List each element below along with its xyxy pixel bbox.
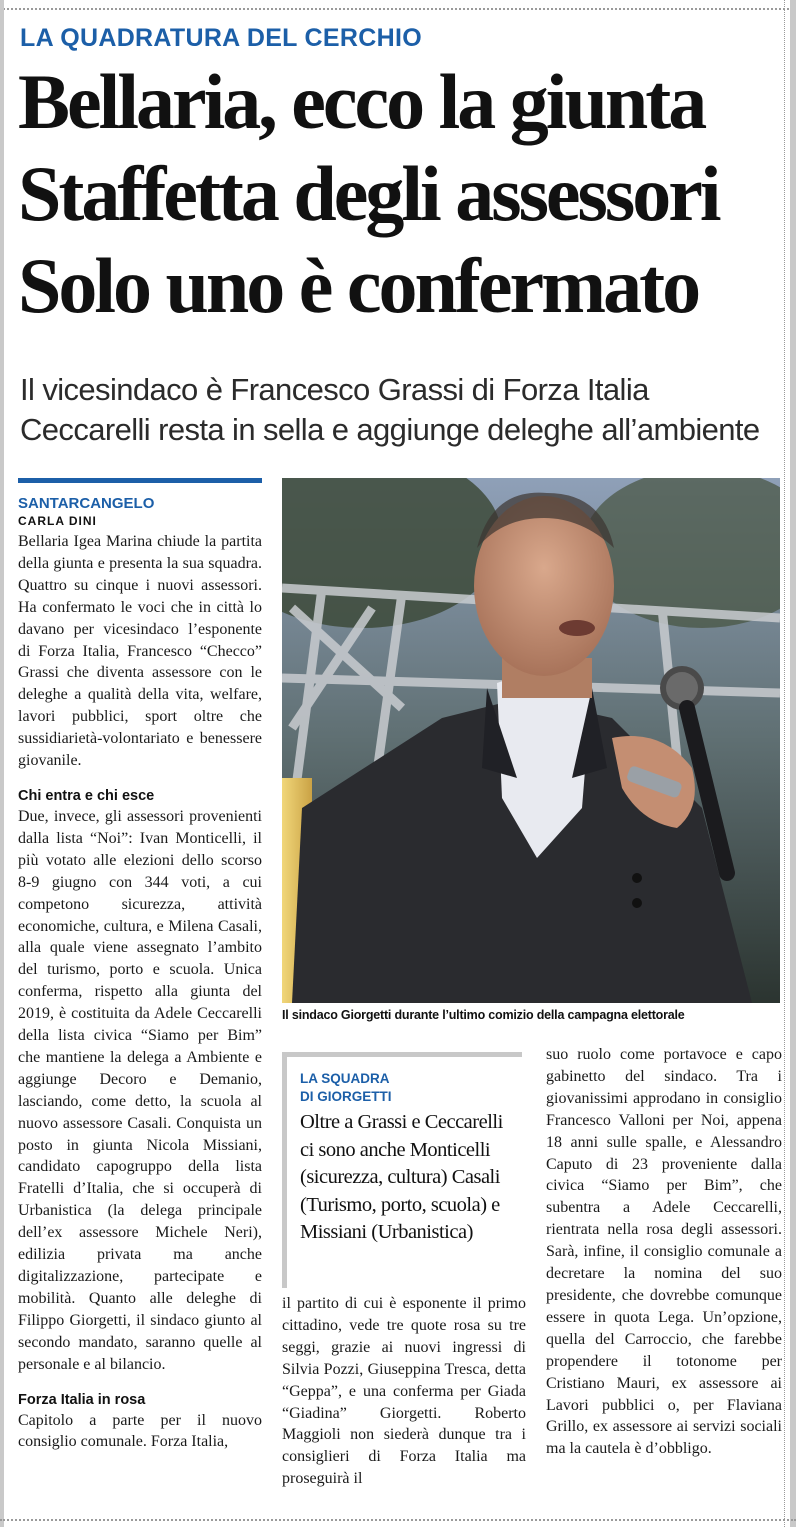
mayor-photo-illustration xyxy=(282,478,780,1003)
page-left-edge xyxy=(0,0,4,1527)
subtitle-chi-entra: Chi entra e chi esce xyxy=(18,787,155,804)
subheadline xyxy=(20,370,790,450)
box-label xyxy=(300,1070,392,1106)
kicker: LA QUADRATURA DEL CERCHIO xyxy=(20,24,422,52)
box-rule-top xyxy=(282,1052,522,1057)
page-bottom-border xyxy=(0,1519,796,1521)
article-paragraph-2: Due, invece, gli assessori provenienti dalla lista “Noi”: Ivan Monticelli, il più votato alle elezioni dello scorso 8-9 giugno con 344 voti, a cui competono sicurezza, attività economiche, cultura, e Milena Casali, alla quale viene assegnato l’ambito del turismo, porto e scuola. Unica conferma, rispetto alla giunta del 2019, è costituita da Adele Ceccarelli della lista civica “Siamo per Bim” che mantiene la delega a Ambiente e aggiunge Decoro e Demanio, lasciando, come detto, la scuola al nuovo assessore Casali. Conquista un posto in giunta Nicola Missiani, candidato capogruppo della lista Fratelli d’Italia, che si occuperà di Urbanistica (la delega principale dell’ex assessore Michele Neri), edilizia privata ma anche digitalizzazione, partecipate e mobilità. Quanto alle deleghe di Filippo Giorgetti, il sindaco giunto al secondo mandato, saranno quelle al personale e al bilancio. xyxy=(18,807,262,1373)
author-byline: CARLA DINI xyxy=(18,514,97,528)
headline-line-2: Staffetta degli assessori xyxy=(18,150,719,237)
article-paragraph-1: Bellaria Igea Marina chiude la partita della giunta e presenta la sua squadra. Quattro su cinque i nuovi assessori. Ha confermato le voci che in città lo davano per vicesindaco l’esponente di Forza Italia, Francesco “Checco” Grassi che diventa assessore con le deleghe a qualità della vita, welfare, lavori pubblici, sport oltre che sussidiarietà-volontariato e benessere giovanile. xyxy=(18,533,262,770)
article-column-right xyxy=(546,1044,782,1460)
subtitle-forza-italia: Forza Italia in rosa xyxy=(18,1391,146,1408)
article-paragraph-3: Capitolo a parte per il nuovo consiglio comunale. Forza Italia, xyxy=(18,1411,262,1451)
sidebar-box xyxy=(282,1052,526,1290)
subheadline-line-1: Il vicesindaco è Francesco Grassi di Forza Italia xyxy=(20,372,649,407)
headline-line-3: Solo uno è confermato xyxy=(18,242,699,329)
subheadline-line-2: Ceccarelli resta in sella e aggiunge deleghe all’ambiente xyxy=(20,412,760,447)
headline xyxy=(18,56,788,332)
photo-caption: Il sindaco Giorgetti durante l’ultimo comizio della campagna elettorale xyxy=(282,1008,685,1022)
location-label: SANTARCANGELO xyxy=(18,495,155,512)
mayor-photo xyxy=(282,478,780,1003)
box-rule-left xyxy=(282,1052,287,1288)
article-column-left xyxy=(18,478,262,1453)
headline-line-1: Bellaria, ecco la giunta xyxy=(18,58,705,145)
box-label-line-1: LA SQUADRA xyxy=(300,1071,390,1086)
box-summary: Oltre a Grassi e Ceccarelli ci sono anche Monticelli (sicurezza, cultura) Casali (Turismo, porto, scuola) e Missiani (Urbanistica) xyxy=(300,1111,503,1244)
box-label-line-2: DI GIORGETTI xyxy=(300,1089,392,1104)
page-top-border xyxy=(0,8,796,10)
page-right-edge xyxy=(790,0,796,1527)
article-column-middle xyxy=(282,1293,526,1490)
article-paragraph-4: il partito di cui è esponente il primo cittadino, vede tre quote rosa su tre seggi, grazie ai nuovi ingressi di Silvia Pozzi, Giuseppina Tresca, detta “Geppa”, e una conferma per Giada “Giadina” Giorgetti. Roberto Maggioli non siederà dunque tra i consiglieri di Forza Italia ma proseguirà il xyxy=(282,1295,526,1488)
column-rule xyxy=(18,478,262,483)
article-paragraph-5: suo ruolo come portavoce e capo gabinetto del sindaco. Tra i giovanissimi approdano in consiglio Francesco Valloni per Noi, appena 18 anni sulle spalle, e Alessandro Caputo di 23 proveniente dalla civica “Siamo per Bim”, che subentra a Adele Ceccarelli, rientrata nella rosa degli assessori. Sarà, infine, il consiglio comunale a decretare la nomina del suo presidente, che dovrebbe comunque essere in quota Lega. Un’opzione, quella del Carroccio, che farebbe propendere il totonome per Cristiano Mauri, ex assessore ai Lavori pubblici o, per Flaviana Grillo, ex assessore ai servizi sociali ma la cautela è d’obbligo. xyxy=(546,1046,782,1458)
